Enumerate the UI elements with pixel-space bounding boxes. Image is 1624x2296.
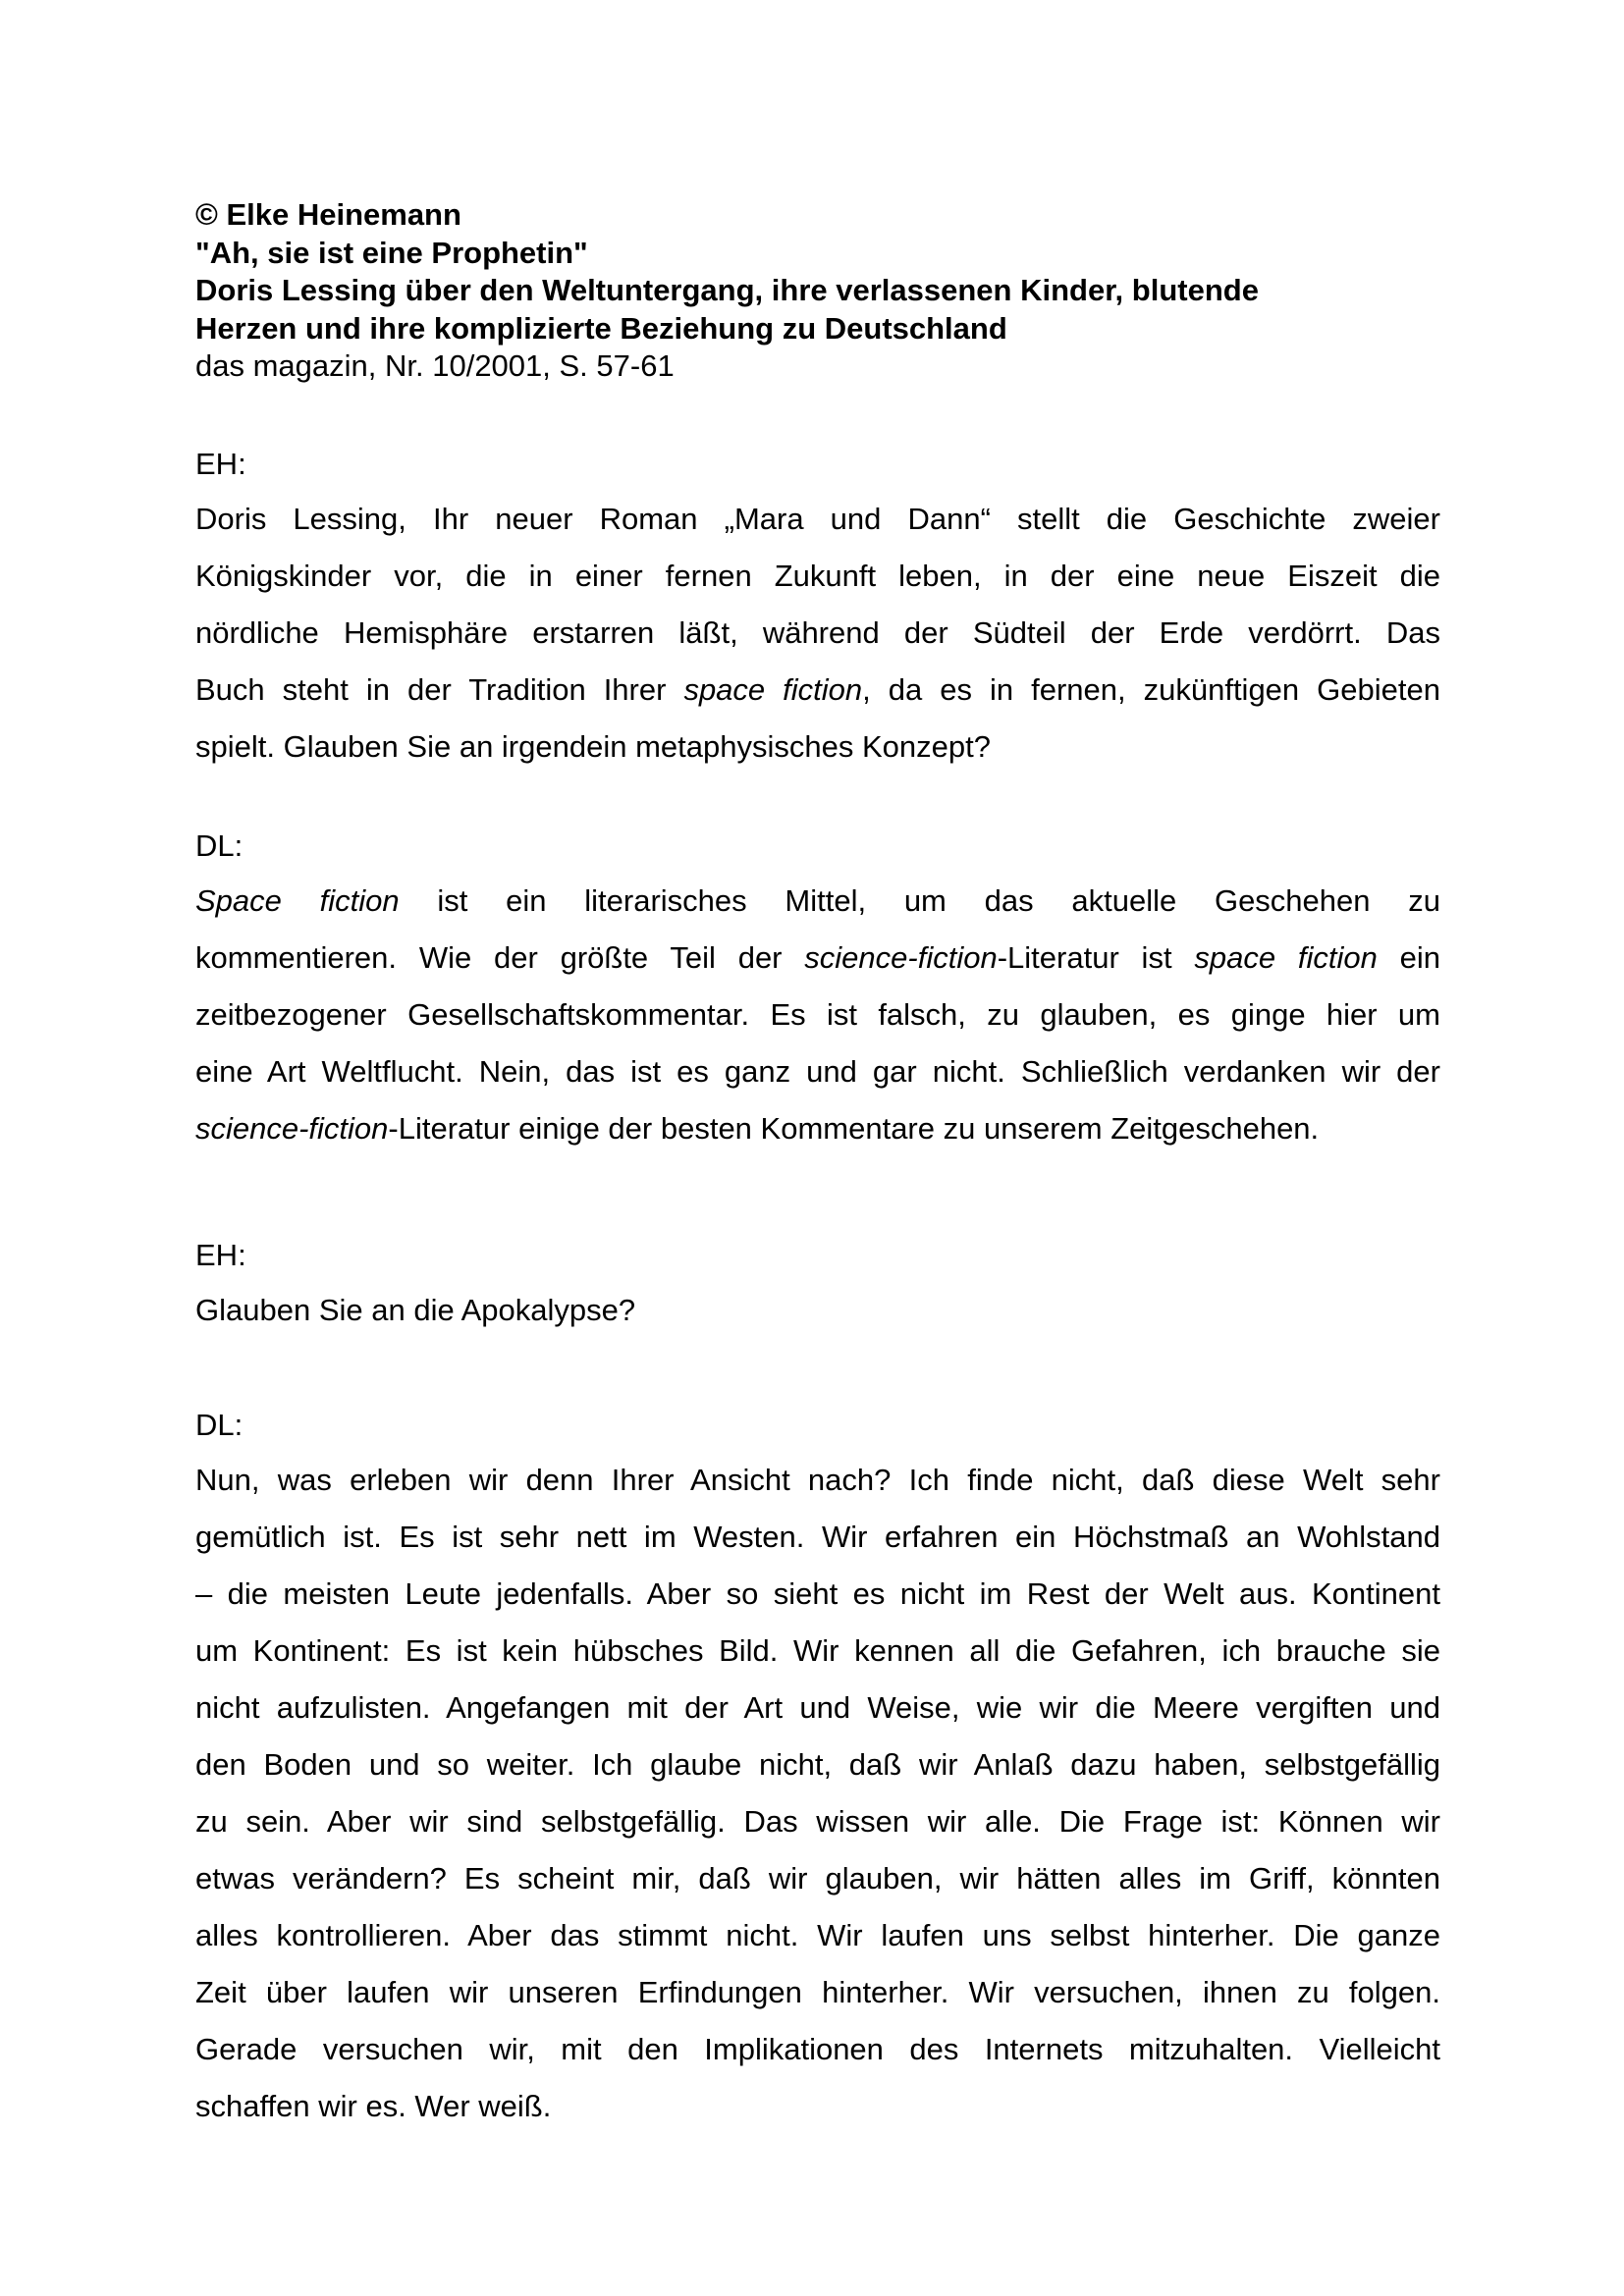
copyright-line: © Elke Heinemann: [195, 197, 461, 232]
text-line: [195, 930, 1440, 987]
document-header: [195, 196, 1440, 386]
text-line: [195, 2021, 1440, 2078]
text-segment: ist ein literarisches Mittel, um das aktuelle Geschehen zu: [399, 883, 1441, 918]
text-segment: Buch steht in der Tradition Ihrer: [195, 672, 684, 707]
text-line: [195, 719, 1440, 775]
text-segment: schaffen wir es. Wer weiß.: [195, 2089, 552, 2123]
text-line: [195, 605, 1440, 662]
publication-source: das magazin, Nr. 10/2001, S. 57-61: [195, 348, 675, 383]
italic-text-segment: Space fiction: [195, 883, 400, 918]
italic-text-segment: space fiction: [1194, 940, 1378, 975]
text-line: [195, 1452, 1440, 1509]
text-segment: etwas verändern? Es scheint mir, daß wir glauben, wir hätten alles im Griff, könnten: [195, 1861, 1440, 1896]
text-line: [195, 1509, 1440, 1566]
text-line: [195, 662, 1440, 719]
text-segment: ein: [1377, 940, 1440, 975]
text-segment: Doris Lessing, Ihr neuer Roman „Mara und Dann“ stellt die Geschichte zweier: [195, 502, 1440, 536]
text-segment: nördliche Hemisphäre erstarren läßt, während der Südteil der Erde verdörrt. Das: [195, 615, 1440, 650]
text-line: [195, 1282, 1440, 1339]
speaker-label: EH:: [195, 447, 246, 481]
text-line: [195, 1850, 1440, 1907]
text-segment: um Kontinent: Es ist kein hübsches Bild. Wir kennen all die Gefahren, ich brauche sie: [195, 1633, 1440, 1668]
text-segment: , da es in fernen, zukünftigen Gebieten: [862, 672, 1440, 707]
text-segment: Glauben Sie an die Apokalypse?: [195, 1293, 636, 1327]
text-segment: den Boden und so weiter. Ich glaube nicht, daß wir Anlaß dazu haben, selbstgefällig: [195, 1747, 1440, 1782]
text-line: [195, 1736, 1440, 1793]
text-segment: -Literatur ist: [997, 940, 1195, 975]
text-segment: – die meisten Leute jedenfalls. Aber so sieht es nicht im Rest der Welt aus. Kontinent: [195, 1576, 1440, 1611]
text-segment: -Literatur einige der besten Kommentare zu unserem Zeitgeschehen.: [388, 1111, 1320, 1146]
article-subtitle-line-1: Doris Lessing über den Weltuntergang, ihre verlassenen Kinder, blutende: [195, 273, 1259, 307]
text-segment: Nun, was erleben wir denn Ihrer Ansicht nach? Ich finde nicht, daß diese Welt sehr: [195, 1463, 1440, 1497]
text-line: [195, 1566, 1440, 1623]
interview-paragraph: [195, 1452, 1440, 2135]
text-line: [195, 1964, 1440, 2021]
interview-paragraph: [195, 873, 1440, 1157]
text-segment: Königskinder vor, die in einer fernen Zukunft leben, in der eine neue Eiszeit die: [195, 559, 1440, 593]
text-segment: zu sein. Aber wir sind selbstgefällig. Das wissen wir alle. Die Frage ist: Können wir: [195, 1804, 1440, 1839]
text-line: [195, 1680, 1440, 1736]
article-subtitle-line-2: Herzen und ihre komplizierte Beziehung zu Deutschland: [195, 310, 1007, 346]
text-segment: gemütlich ist. Es ist sehr nett im Westen. Wir erfahren ein Höchstmaß an Wohlstand: [195, 1520, 1440, 1554]
italic-text-segment: science-fiction: [195, 1111, 389, 1146]
text-segment: kommentieren. Wie der größte Teil der: [195, 940, 805, 975]
text-segment: Zeit über laufen wir unseren Erfindungen hinterher. Wir versuchen, ihnen zu folgen.: [195, 1975, 1440, 2009]
speaker-label: DL:: [195, 1408, 244, 1442]
article-title: "Ah, sie ist eine Prophetin": [195, 235, 588, 270]
text-line: [195, 2078, 1440, 2135]
speaker-label: EH:: [195, 1238, 246, 1272]
text-line: [195, 1907, 1440, 1964]
text-line: [195, 987, 1440, 1043]
text-line: [195, 1623, 1440, 1680]
text-line: [195, 1100, 1440, 1157]
text-line: [195, 1793, 1440, 1850]
interview-paragraph: [195, 491, 1440, 775]
text-segment: eine Art Weltflucht. Nein, das ist es ganz und gar nicht. Schließlich verdanken wir der: [195, 1054, 1440, 1089]
italic-text-segment: space fiction: [683, 672, 863, 707]
text-segment: alles kontrollieren. Aber das stimmt nicht. Wir laufen uns selbst hinterher. Die ganze: [195, 1918, 1440, 1952]
interview-paragraph: [195, 1282, 1440, 1339]
document-page: [195, 196, 1441, 2123]
text-segment: spielt. Glauben Sie an irgendein metaphysisches Konzept?: [195, 729, 991, 764]
text-segment: Gerade versuchen wir, mit den Implikationen des Internets mitzuhalten. Vielleicht: [195, 2032, 1440, 2066]
text-line: [195, 491, 1440, 548]
text-segment: nicht aufzulisten. Angefangen mit der Art und Weise, wie wir die Meere vergiften und: [195, 1690, 1440, 1725]
speaker-label: DL:: [195, 828, 244, 863]
text-line: [195, 548, 1440, 605]
italic-text-segment: science-fiction: [804, 940, 998, 975]
text-line: [195, 873, 1440, 930]
text-segment: zeitbezogener Gesellschaftskommentar. Es ist falsch, zu glauben, es ginge hier um: [195, 997, 1440, 1032]
text-line: [195, 1043, 1440, 1100]
